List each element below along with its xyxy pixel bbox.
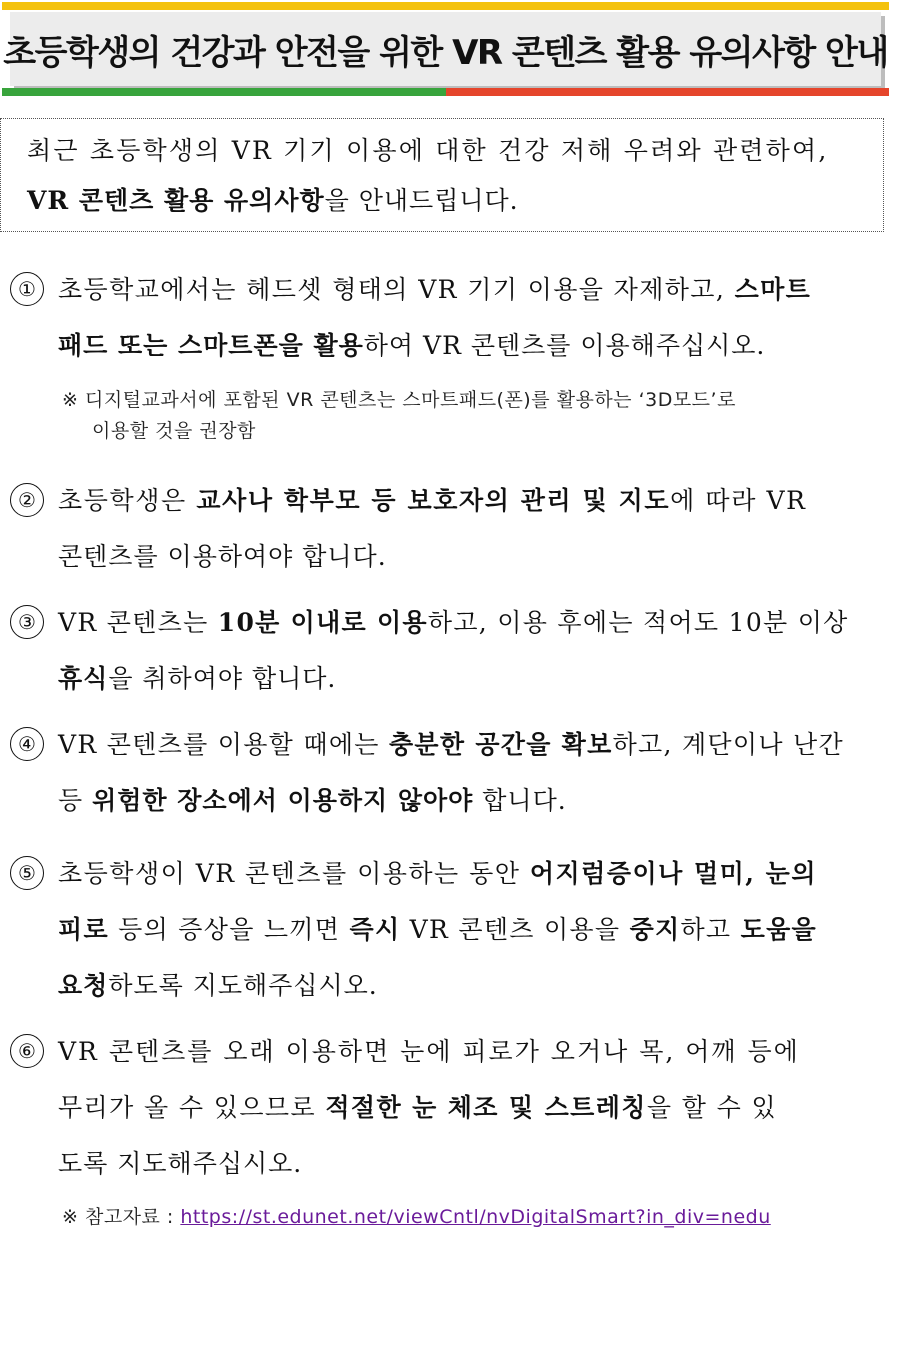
item-2-line-1 bbox=[58, 481, 807, 517]
text-segment: VR 콘텐츠를 이용할 때에는 bbox=[58, 730, 389, 759]
text-segment: 합니다. bbox=[473, 786, 567, 815]
item-1-line-1 bbox=[58, 270, 811, 306]
bold-text: 요청 bbox=[58, 971, 109, 1000]
bold-text: 즉시 bbox=[349, 915, 401, 944]
title-box bbox=[3, 12, 888, 86]
item-number-3: ③ bbox=[10, 605, 44, 639]
item-6-line-2 bbox=[58, 1088, 777, 1124]
item-5-line-1 bbox=[58, 854, 817, 890]
reference-label: ※ 참고자료 : bbox=[62, 1206, 181, 1228]
text-segment: 하여 VR 콘텐츠를 이용해주십시오. bbox=[363, 331, 766, 360]
reference-line bbox=[62, 1202, 771, 1229]
color-bar-segment bbox=[2, 2, 446, 10]
bold-text: 피로 bbox=[58, 915, 109, 944]
item-1-line-2 bbox=[58, 326, 765, 362]
bold-text: 휴식 bbox=[58, 664, 109, 693]
intro-line-2 bbox=[27, 181, 519, 217]
bold-text: 중지 bbox=[629, 915, 681, 944]
item-number-4: ④ bbox=[10, 727, 44, 761]
text-segment: 등 bbox=[58, 786, 93, 815]
item-number-6: ⑥ bbox=[10, 1034, 44, 1068]
top-color-bar bbox=[2, 2, 889, 10]
text-segment: 에 따라 VR bbox=[670, 486, 807, 515]
intro-highlight: VR 콘텐츠 활용 유의사항 bbox=[27, 186, 325, 215]
text-segment: 등의 증상을 느끼면 bbox=[108, 915, 350, 944]
item-2-line-2: 콘텐츠를 이용하여야 합니다. bbox=[58, 542, 387, 571]
bold-text: 10분 이내로 이용 bbox=[217, 608, 428, 637]
intro-line-1: 최근 초등학생의 VR 기기 이용에 대한 건강 저해 우려와 관련하여, bbox=[27, 136, 829, 165]
item-5-line-2 bbox=[58, 910, 817, 946]
bottom-color-bar bbox=[2, 88, 889, 96]
bold-text: 충분한 공간을 확보 bbox=[388, 730, 613, 759]
bold-text: 도움을 bbox=[740, 915, 817, 944]
title-banner bbox=[2, 2, 889, 96]
color-bar-segment bbox=[2, 88, 446, 96]
bold-text: 적절한 눈 체조 및 스트레칭 bbox=[325, 1093, 647, 1122]
item-1-note-line-1: ※ 디지털교과서에 포함된 VR 콘텐츠는 스마트패드(폰)를 활용하는 ‘3D모드’로 bbox=[62, 389, 736, 411]
text-segment: 무리가 올 수 있으므로 bbox=[58, 1093, 326, 1122]
reference-link[interactable]: https://st.edunet.net/viewCntl/nvDigitalSmart?in_div=nedu bbox=[180, 1206, 771, 1228]
item-3-line-2 bbox=[58, 659, 336, 695]
color-bar-segment bbox=[446, 2, 890, 10]
item-1-note-line-2: 이용할 것을 권장함 bbox=[92, 420, 256, 442]
text-segment: VR 콘텐츠는 bbox=[58, 608, 218, 637]
bold-text: 위험한 장소에서 이용하지 않아야 bbox=[92, 786, 474, 815]
item-4-line-1 bbox=[58, 725, 844, 761]
text-segment: 하고, 계단이나 난간 bbox=[612, 730, 844, 759]
text-segment: 을 취하여야 합니다. bbox=[108, 664, 337, 693]
item-6-line-3: 도록 지도해주십시오. bbox=[58, 1149, 303, 1178]
page-title: 초등학생의 건강과 안전을 위한 VR 콘텐츠 활용 유의사항 안내 bbox=[3, 32, 888, 73]
text-segment: 초등학생은 bbox=[58, 486, 197, 515]
bold-text: 스마트 bbox=[734, 275, 812, 304]
intro-box bbox=[0, 118, 884, 232]
text-segment: 초등학교에서는 헤드셋 형태의 VR 기기 이용을 자제하고, bbox=[58, 275, 735, 304]
text-segment: 을 할 수 있 bbox=[646, 1093, 778, 1122]
bold-text: 어지럼증이나 멀미, 눈의 bbox=[529, 859, 817, 888]
bold-text: 교사나 학부모 등 보호자의 관리 및 지도 bbox=[196, 486, 671, 515]
bold-text: 패드 또는 스마트폰을 활용 bbox=[58, 331, 364, 360]
item-5-line-3 bbox=[58, 966, 378, 1002]
text-segment: 초등학생이 VR 콘텐츠를 이용하는 동안 bbox=[58, 859, 530, 888]
item-number-2: ② bbox=[10, 483, 44, 517]
text-segment: VR 콘텐츠 이용을 bbox=[400, 915, 630, 944]
text-segment: 하도록 지도해주십시오. bbox=[108, 971, 378, 1000]
text-segment: 하고 bbox=[680, 915, 741, 944]
item-4-line-2 bbox=[58, 781, 567, 817]
text-segment: 을 안내드립니다. bbox=[324, 186, 519, 215]
item-number-1: ① bbox=[10, 272, 44, 306]
color-bar-segment bbox=[446, 88, 890, 96]
text-segment: 하고, 이용 후에는 적어도 10분 이상 bbox=[427, 608, 849, 637]
item-3-line-1 bbox=[58, 603, 849, 639]
item-6-line-1: VR 콘텐츠를 오래 이용하면 눈에 피로가 오거나 목, 어깨 등에 bbox=[58, 1037, 800, 1066]
item-number-5: ⑤ bbox=[10, 856, 44, 890]
